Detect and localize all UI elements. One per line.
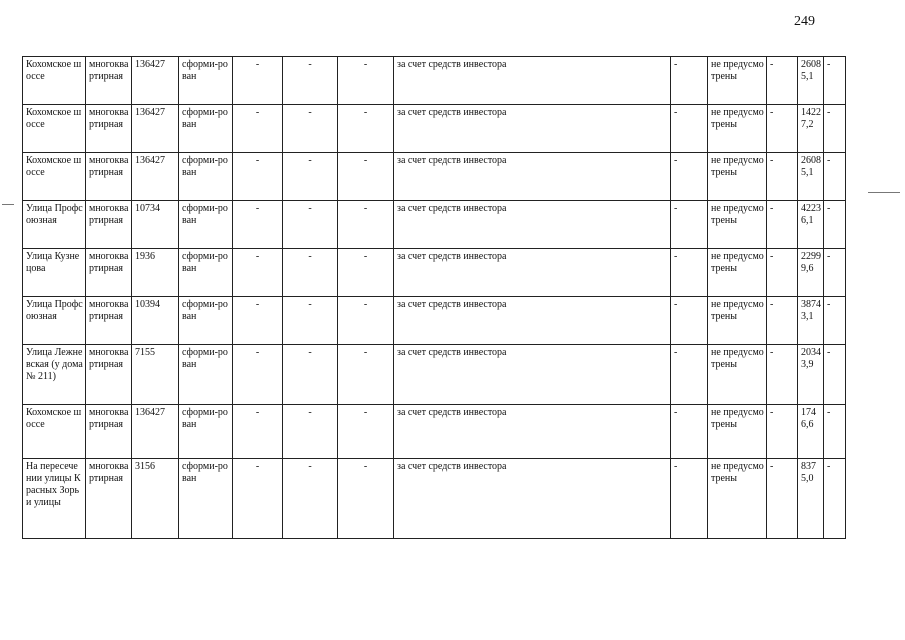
funding-cell: за счет средств инвестора [394, 105, 671, 153]
value-cell: 38743,1 [798, 297, 824, 345]
cadastral-number-cell: 10394 [132, 297, 179, 345]
dash-cell: - [283, 57, 338, 105]
dash-cell: - [767, 405, 798, 459]
provision-cell: не предусмотрены [708, 249, 767, 297]
table-row [23, 57, 846, 105]
dash-cell: - [233, 249, 283, 297]
dash-cell: - [824, 249, 846, 297]
dash-cell: - [824, 57, 846, 105]
dash-cell: - [283, 405, 338, 459]
street-cell: Кохомское шоссе [23, 405, 86, 459]
dash-cell: - [338, 297, 394, 345]
dash-cell: - [283, 345, 338, 405]
cadastral-number-cell: 136427 [132, 153, 179, 201]
status-cell: сформи-рован [179, 105, 233, 153]
dash-cell: - [671, 459, 708, 539]
dash-cell: - [338, 249, 394, 297]
value-cell: 26085,1 [798, 153, 824, 201]
dash-cell: - [824, 405, 846, 459]
dash-cell: - [824, 105, 846, 153]
value-cell: 14227,2 [798, 105, 824, 153]
cadastral-number-cell: 10734 [132, 201, 179, 249]
dash-cell: - [338, 459, 394, 539]
status-cell: сформи-рован [179, 153, 233, 201]
table-row [23, 405, 846, 459]
status-cell: сформи-рован [179, 201, 233, 249]
table-row [23, 459, 846, 539]
table-row [23, 201, 846, 249]
street-cell: Улица Профсоюзная [23, 201, 86, 249]
funding-cell: за счет средств инвестора [394, 201, 671, 249]
dash-cell: - [824, 297, 846, 345]
building-type-cell: многоквартирная [86, 459, 132, 539]
scan-artifact-line [868, 192, 900, 193]
building-type-cell: многоквартирная [86, 57, 132, 105]
status-cell: сформи-рован [179, 345, 233, 405]
cadastral-number-cell: 7155 [132, 345, 179, 405]
dash-cell: - [824, 201, 846, 249]
dash-cell: - [767, 297, 798, 345]
provision-cell: не предусмотрены [708, 153, 767, 201]
value-cell: 20343,9 [798, 345, 824, 405]
page-number: 249 [794, 14, 815, 29]
street-cell: Улица Лежневская (у дома № 211) [23, 345, 86, 405]
status-cell: сформи-рован [179, 249, 233, 297]
funding-cell: за счет средств инвестора [394, 405, 671, 459]
dash-cell: - [824, 153, 846, 201]
value-cell: 26085,1 [798, 57, 824, 105]
dash-cell: - [671, 105, 708, 153]
dash-cell: - [767, 153, 798, 201]
dash-cell: - [233, 405, 283, 459]
dash-cell: - [338, 405, 394, 459]
dash-cell: - [767, 345, 798, 405]
funding-cell: за счет средств инвестора [394, 57, 671, 105]
street-cell: Улица Кузнецова [23, 249, 86, 297]
building-type-cell: многоквартирная [86, 201, 132, 249]
dash-cell: - [233, 105, 283, 153]
dash-cell: - [338, 201, 394, 249]
funding-cell: за счет средств инвестора [394, 249, 671, 297]
dash-cell: - [671, 249, 708, 297]
dash-cell: - [233, 153, 283, 201]
street-cell: Кохомское шоссе [23, 105, 86, 153]
status-cell: сформи-рован [179, 297, 233, 345]
building-type-cell: многоквартирная [86, 297, 132, 345]
dash-cell: - [824, 459, 846, 539]
funding-cell: за счет средств инвестора [394, 153, 671, 201]
street-cell: На пересечении улицы Красных Зорь и улицы [23, 459, 86, 539]
dash-cell: - [671, 405, 708, 459]
provision-cell: не предусмотрены [708, 105, 767, 153]
dash-cell: - [671, 297, 708, 345]
dash-cell: - [233, 459, 283, 539]
dash-cell: - [233, 57, 283, 105]
status-cell: сформи-рован [179, 57, 233, 105]
table-row [23, 249, 846, 297]
table-body [23, 57, 846, 539]
dash-cell: - [338, 345, 394, 405]
dash-cell: - [824, 345, 846, 405]
provision-cell: не предусмотрены [708, 201, 767, 249]
dash-cell: - [767, 57, 798, 105]
street-cell: Улица Профсоюзная [23, 297, 86, 345]
dash-cell: - [671, 201, 708, 249]
dash-cell: - [283, 153, 338, 201]
street-cell: Кохомское шоссе [23, 153, 86, 201]
value-cell: 42236,1 [798, 201, 824, 249]
value-cell: 8375,0 [798, 459, 824, 539]
provision-cell: не предусмотрены [708, 345, 767, 405]
dash-cell: - [338, 57, 394, 105]
dash-cell: - [767, 249, 798, 297]
dash-cell: - [283, 249, 338, 297]
provision-cell: не предусмотрены [708, 57, 767, 105]
provision-cell: не предусмотрены [708, 297, 767, 345]
dash-cell: - [671, 345, 708, 405]
dash-cell: - [338, 105, 394, 153]
building-type-cell: многоквартирная [86, 153, 132, 201]
dash-cell: - [283, 459, 338, 539]
provision-cell: не предусмотрены [708, 405, 767, 459]
land-plots-table [22, 56, 846, 539]
dash-cell: - [671, 153, 708, 201]
dash-cell: - [233, 201, 283, 249]
dash-cell: - [671, 57, 708, 105]
provision-cell: не предусмотрены [708, 459, 767, 539]
dash-cell: - [767, 201, 798, 249]
dash-cell: - [338, 153, 394, 201]
dash-cell: - [283, 201, 338, 249]
scan-artifact-line [2, 204, 14, 205]
building-type-cell: многоквартирная [86, 345, 132, 405]
dash-cell: - [283, 297, 338, 345]
table-row [23, 153, 846, 201]
building-type-cell: многоквартирная [86, 105, 132, 153]
status-cell: сформи-рован [179, 405, 233, 459]
cadastral-number-cell: 136427 [132, 57, 179, 105]
dash-cell: - [233, 345, 283, 405]
funding-cell: за счет средств инвестора [394, 459, 671, 539]
value-cell: 22999,6 [798, 249, 824, 297]
table-row [23, 297, 846, 345]
building-type-cell: многоквартирная [86, 249, 132, 297]
cadastral-number-cell: 136427 [132, 105, 179, 153]
status-cell: сформи-рован [179, 459, 233, 539]
cadastral-number-cell: 1936 [132, 249, 179, 297]
funding-cell: за счет средств инвестора [394, 297, 671, 345]
table-row [23, 345, 846, 405]
value-cell: 1746,6 [798, 405, 824, 459]
funding-cell: за счет средств инвестора [394, 345, 671, 405]
dash-cell: - [767, 105, 798, 153]
dash-cell: - [233, 297, 283, 345]
cadastral-number-cell: 3156 [132, 459, 179, 539]
table-row [23, 105, 846, 153]
street-cell: Кохомское шоссе [23, 57, 86, 105]
dash-cell: - [767, 459, 798, 539]
cadastral-number-cell: 136427 [132, 405, 179, 459]
building-type-cell: многоквартирная [86, 405, 132, 459]
dash-cell: - [283, 105, 338, 153]
